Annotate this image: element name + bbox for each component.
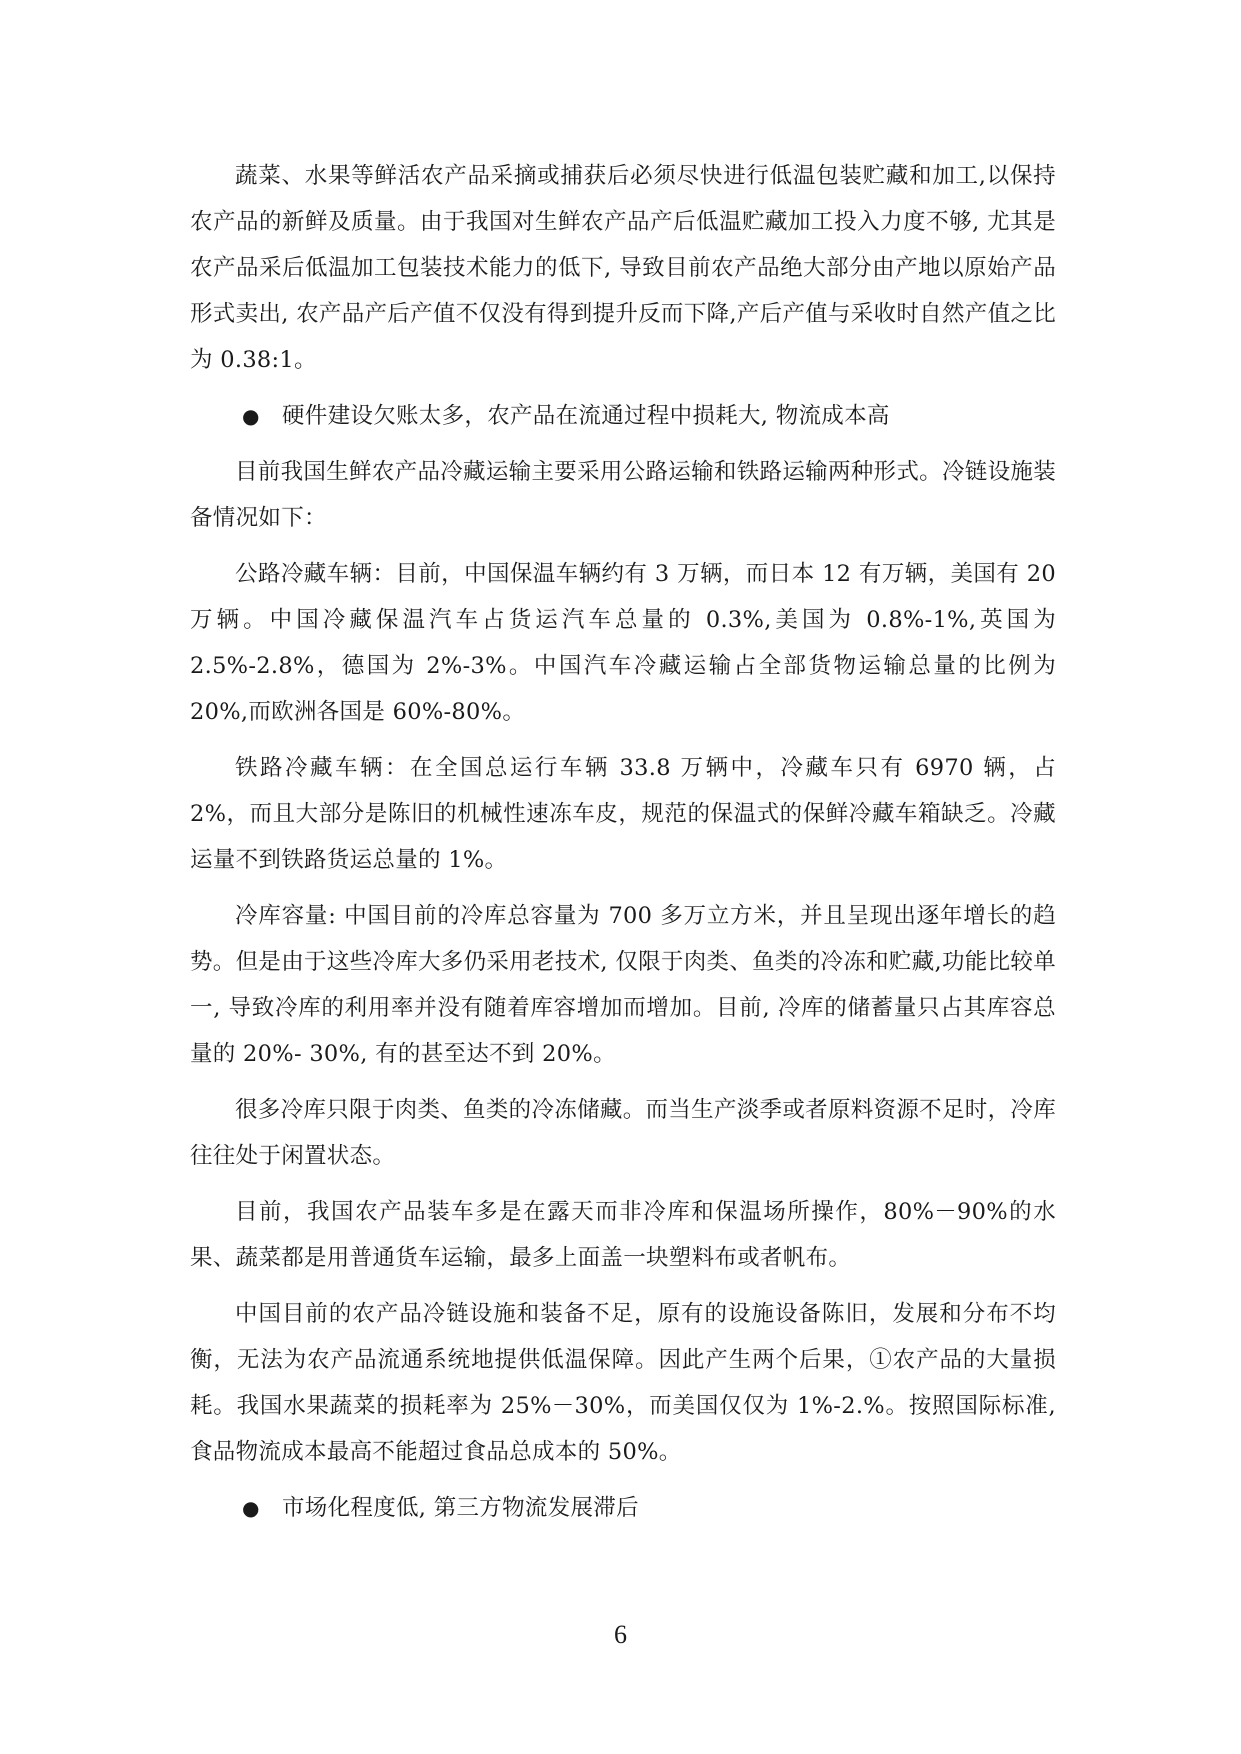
bullet-text-2: 市场化程度低, 第三方物流发展滞后: [282, 1495, 639, 1521]
bullet-text-1: 硬件建设欠账太多，农产品在流通过程中损耗大, 物流成本高: [282, 403, 890, 429]
bullet-item-1: [190, 393, 1056, 439]
paragraph-5: 冷库容量: 中国目前的冷库总容量为 700 多万立方米，并且呈现出逐年增长的趋势。但是由于这些冷库大多仍采用老技术, 仅限于肉类、鱼类的冷冻和贮藏,功能比较单一, 导致冷库的利用率并没有随着库容增加而增加。目前, 冷库的储蓄量只占其库容总量的 20%- 30%, 有的甚至达不到 20%。: [190, 903, 1056, 1067]
bullet-dot-icon: ●: [242, 1496, 260, 1520]
paragraph-2: 目前我国生鲜农产品冷藏运输主要采用公路运输和铁路运输两种形式。冷链设施装备情况如下：: [190, 459, 1056, 531]
paragraph-6: 很多冷库只限于肉类、鱼类的冷冻储藏。而当生产淡季或者原料资源不足时，冷库往往处于闲置状态。: [190, 1097, 1056, 1169]
document-body: [190, 153, 1056, 1541]
bullet-dot-icon: ●: [242, 404, 260, 428]
page-number: 6: [614, 1620, 627, 1649]
paragraph-1: 蔬菜、水果等鲜活农产品采摘或捕获后必须尽快进行低温包装贮藏和加工,以保持农产品的新鲜及质量。由于我国对生鲜农产品产后低温贮藏加工投入力度不够, 尤其是农产品采后低温加工包装技术能力的低下, 导致目前农产品绝大部分由产地以原始产品形式卖出, 农产品产后产值不仅没有得到提升反而下降,产后产值与采收时自然产值之比为 0.38:1。: [190, 163, 1056, 373]
paragraph-7: 目前，我国农产品装车多是在露天而非冷库和保温场所操作，80%－90%的水果、蔬菜都是用普通货车运输，最多上面盖一块塑料布或者帆布。: [190, 1199, 1056, 1271]
paragraph-3: 公路冷藏车辆：目前，中国保温车辆约有 3 万辆，而日本 12 有万辆，美国有 20 万辆。中国冷藏保温汽车占货运汽车总量的 0.3%,美国为 0.8%-1%,英国为 2.5%-2.8%，德国为 2%-3%。中国汽车冷藏运输占全部货物运输总量的比例为 20%,而欧洲各国是 60%-80%。: [190, 561, 1056, 725]
bullet-item-2: [190, 1485, 1056, 1531]
paragraph-8: 中国目前的农产品冷链设施和装备不足，原有的设施设备陈旧，发展和分布不均衡，无法为农产品流通系统地提供低温保障。因此产生两个后果，①农产品的大量损耗。我国水果蔬菜的损耗率为 25%－30%，而美国仅仅为 1%-2.%。按照国际标准, 食品物流成本最高不能超过食品总成本的 50%。: [190, 1301, 1056, 1465]
paragraph-4: 铁路冷藏车辆：在全国总运行车辆 33.8 万辆中，冷藏车只有 6970 辆，占 2%，而且大部分是陈旧的机械性速冻车皮，规范的保温式的保鲜冷藏车箱缺乏。冷藏运量不到铁路货运总量的 1%。: [190, 755, 1056, 873]
